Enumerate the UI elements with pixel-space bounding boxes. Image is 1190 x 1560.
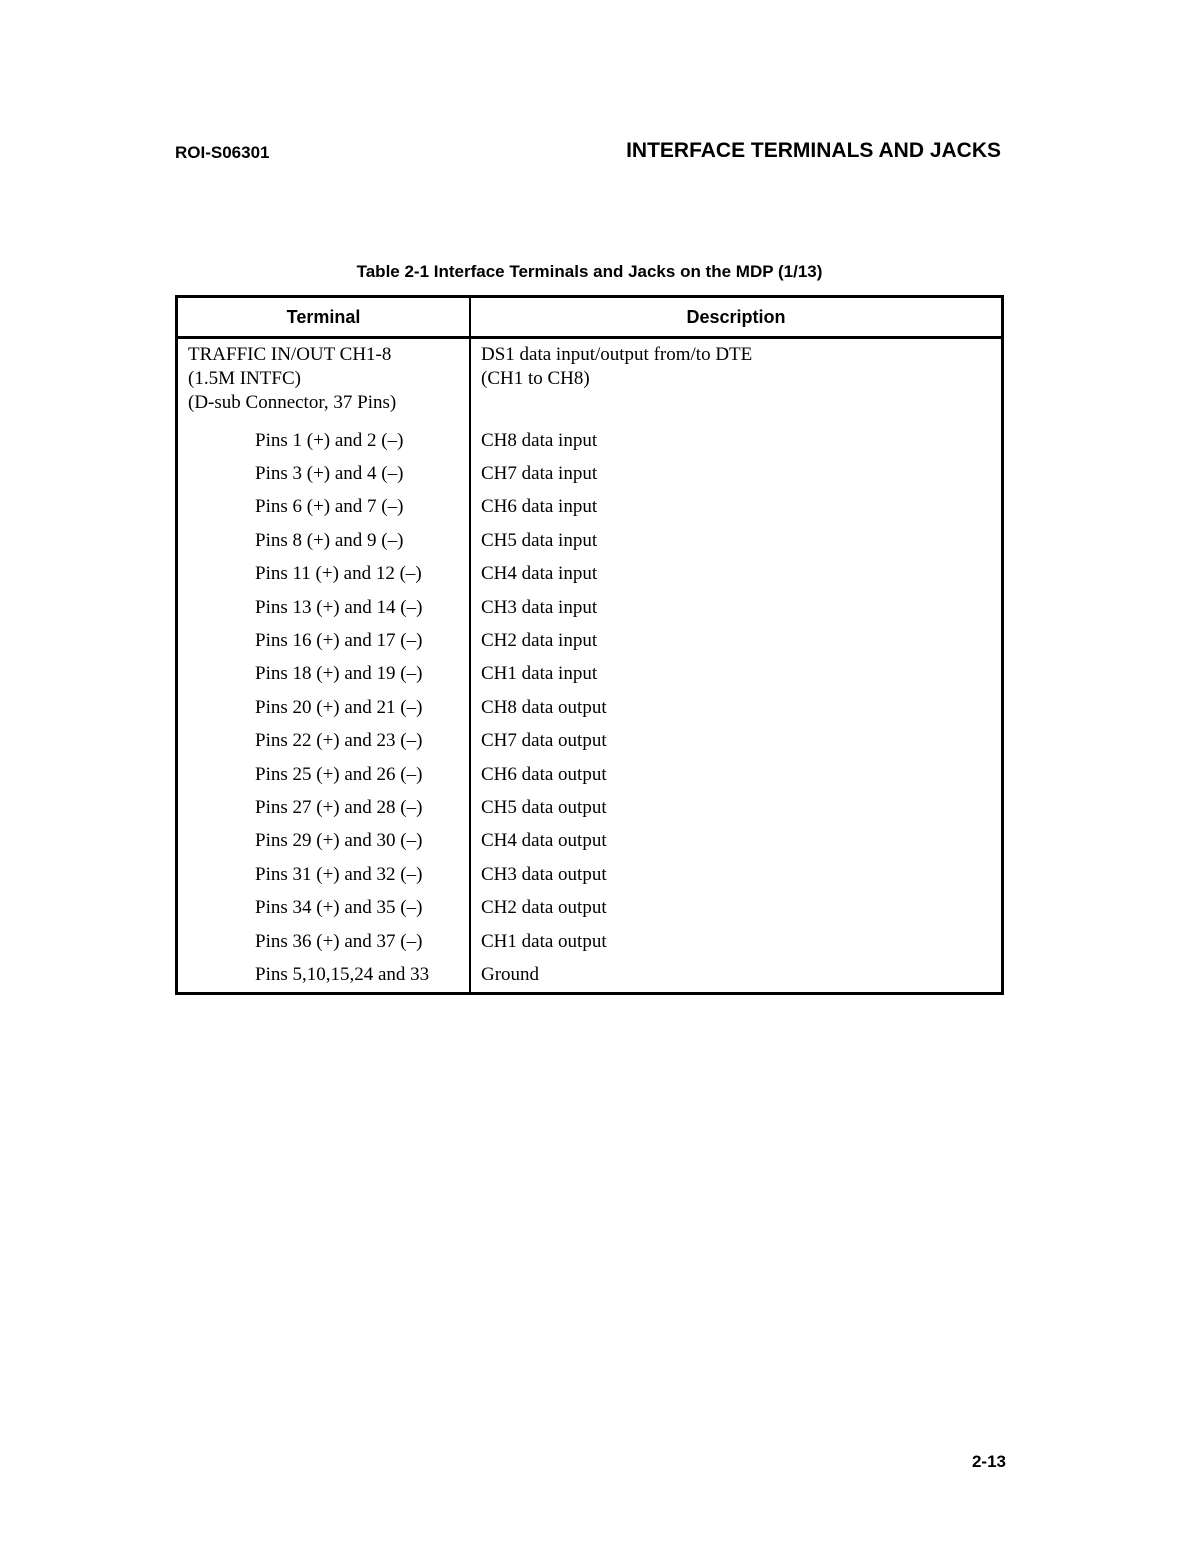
group-description-line: DS1 data input/output from/to DTE: [481, 344, 753, 365]
document-id: ROI-S06301: [175, 143, 270, 162]
description-cell: CH8 data output: [481, 696, 607, 718]
group-description-cell: [470, 338, 1001, 425]
group-terminal-cell: [178, 338, 470, 425]
terminal-cell: Pins 18 (+) and 19 (–): [178, 658, 470, 691]
terminal-cell: Pins 34 (+) and 35 (–): [178, 891, 470, 924]
description-cell: CH8 data input: [481, 429, 598, 451]
description-cell: CH3 data input: [481, 596, 598, 618]
table-row: [178, 958, 1001, 991]
terminal-cell: Pins 13 (+) and 14 (–): [178, 591, 470, 624]
description-cell: CH5 data input: [481, 529, 598, 551]
terminal-cell: Pins 6 (+) and 7 (–): [178, 491, 470, 524]
terminal-cell: Pins 1 (+) and 2 (–): [178, 424, 470, 457]
group-terminal-line: (D-sub Connector, 37 Pins): [188, 392, 397, 413]
terminal-cell: Pins 5,10,15,24 and 33: [178, 958, 470, 991]
terminal-cell: Pins 20 (+) and 21 (–): [178, 691, 470, 724]
description-cell: CH1 data input: [481, 663, 598, 685]
terminal-cell: Pins 22 (+) and 23 (–): [178, 725, 470, 758]
column-header-terminal: Terminal: [178, 298, 470, 338]
terminal-cell: Pins 11 (+) and 12 (–): [178, 558, 470, 591]
table-row: [178, 691, 1001, 724]
description-cell: CH2 data output: [481, 897, 607, 919]
table-row: [178, 524, 1001, 557]
terminal-cell: Pins 3 (+) and 4 (–): [178, 457, 470, 490]
group-description-line: (CH1 to CH8): [481, 368, 590, 389]
description-cell: CH3 data output: [481, 863, 607, 885]
terminal-cell: Pins 8 (+) and 9 (–): [178, 524, 470, 557]
description-cell: Ground: [481, 963, 540, 985]
terminal-cell: Pins 36 (+) and 37 (–): [178, 925, 470, 958]
description-cell: CH4 data output: [481, 830, 607, 852]
description-cell: CH1 data output: [481, 930, 607, 952]
table-row: [178, 725, 1001, 758]
table-row: [178, 457, 1001, 490]
page-number: 2-13: [971, 1452, 1006, 1471]
table-row: [178, 624, 1001, 657]
description-cell: CH5 data output: [481, 796, 607, 818]
group-terminal-line: TRAFFIC IN/OUT CH1-8: [188, 344, 392, 365]
table-group-row: [178, 338, 1001, 425]
table-caption: Table 2-1 Interface Terminals and Jacks on the MDP (1/13): [356, 262, 823, 281]
table-row: [178, 858, 1001, 891]
description-cell: CH6 data input: [481, 496, 598, 518]
terminal-cell: Pins 27 (+) and 28 (–): [178, 791, 470, 824]
description-cell: CH7 data output: [481, 730, 607, 752]
section-title: INTERFACE TERMINALS AND JACKS: [626, 139, 1001, 162]
table-row: [178, 791, 1001, 824]
table-row: [178, 591, 1001, 624]
column-header-description: Description: [470, 298, 1001, 338]
description-cell: CH4 data input: [481, 563, 598, 585]
table-row: [178, 925, 1001, 958]
table-row: [178, 758, 1001, 791]
table-row: [178, 658, 1001, 691]
description-cell: CH7 data input: [481, 463, 598, 485]
terminal-cell: Pins 16 (+) and 17 (–): [178, 624, 470, 657]
description-cell: CH2 data input: [481, 630, 598, 652]
description-cell: CH6 data output: [481, 763, 607, 785]
table-row: [178, 424, 1001, 457]
terminal-cell: Pins 25 (+) and 26 (–): [178, 758, 470, 791]
table-header-row: [178, 298, 1001, 338]
terminal-cell: Pins 29 (+) and 30 (–): [178, 825, 470, 858]
table-row: [178, 825, 1001, 858]
table-row: [178, 491, 1001, 524]
table-row: [178, 891, 1001, 924]
terminal-cell: Pins 31 (+) and 32 (–): [178, 858, 470, 891]
table-row: [178, 558, 1001, 591]
group-terminal-line: (1.5M INTFC): [188, 368, 301, 389]
interface-table: [175, 295, 1004, 995]
